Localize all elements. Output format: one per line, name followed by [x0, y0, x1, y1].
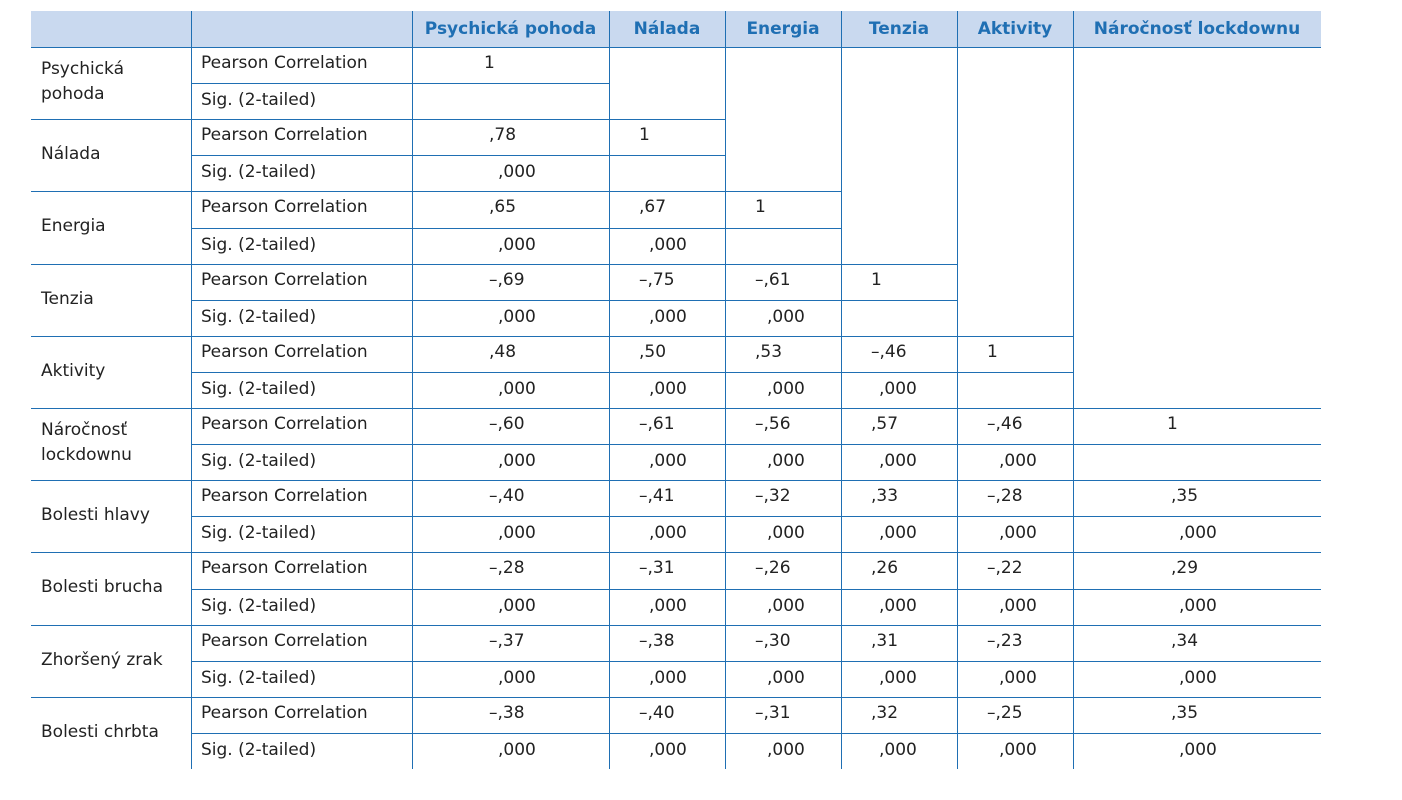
stat-label: Pearson Correlation — [201, 414, 368, 434]
cell-value: 1 — [484, 53, 495, 73]
row-label: Zhoršený zrak — [41, 649, 163, 670]
stat-label: Pearson Correlation — [201, 558, 368, 579]
rule — [191, 83, 609, 84]
cell-value: ,000 — [1179, 595, 1217, 616]
column-header: Nálada — [633, 19, 701, 39]
stat-label: Sig. (2-tailed) — [201, 306, 317, 327]
stat-label: Sig. (2-tailed) — [201, 595, 317, 616]
cell-value: ,000 — [879, 523, 917, 544]
row-label: Tenzia — [41, 288, 94, 309]
cell-value: –,40 — [489, 486, 525, 507]
cell-value: ,000 — [879, 378, 917, 399]
row-label: Aktivity — [41, 360, 106, 381]
row-label: Energia — [41, 216, 106, 237]
cell-value: ,000 — [999, 595, 1037, 616]
cell-value: –,60 — [489, 414, 525, 434]
rule — [31, 119, 725, 120]
rule — [609, 11, 610, 769]
rule — [191, 228, 841, 229]
rule — [412, 11, 413, 769]
stat-label: Sig. (2-tailed) — [201, 162, 317, 183]
cell-value: –,31 — [639, 558, 675, 579]
cell-value: ,000 — [999, 451, 1037, 472]
cell-value: ,000 — [498, 739, 536, 760]
cell-value: ,000 — [767, 595, 805, 616]
cell-value: ,32 — [871, 702, 899, 723]
stat-label: Pearson Correlation — [201, 53, 368, 73]
stat-label: Sig. (2-tailed) — [201, 523, 317, 544]
cell-value: –,30 — [755, 630, 791, 651]
rule — [1073, 11, 1074, 769]
cell-value: ,000 — [767, 378, 805, 399]
cell-value: 1 — [755, 197, 766, 218]
stat-label: Pearson Correlation — [201, 197, 368, 218]
rule — [191, 516, 1321, 517]
cell-value: ,000 — [498, 162, 536, 183]
cell-value: 1 — [1167, 414, 1178, 434]
cell-value: ,34 — [1171, 630, 1199, 651]
cell-value: ,57 — [871, 414, 899, 434]
cell-value: –,37 — [489, 630, 525, 651]
cell-value: ,000 — [498, 234, 536, 255]
rule — [31, 264, 957, 265]
stat-label: Pearson Correlation — [201, 269, 368, 290]
stat-label: Sig. (2-tailed) — [201, 739, 317, 760]
cell-value: –,38 — [489, 702, 525, 723]
rule — [31, 552, 1321, 553]
stat-label: Sig. (2-tailed) — [201, 234, 317, 255]
cell-value: ,000 — [498, 306, 536, 327]
cell-value: –,41 — [639, 486, 675, 507]
cell-value: 1 — [639, 125, 650, 146]
cell-value: –,25 — [987, 702, 1023, 723]
cell-value: ,31 — [871, 630, 899, 651]
cell-value: ,67 — [639, 197, 667, 218]
rule — [191, 444, 1321, 445]
cell-value: –,61 — [755, 269, 791, 290]
cell-value: –,28 — [489, 558, 525, 579]
rule — [31, 625, 1321, 626]
rule — [191, 11, 192, 769]
rule — [191, 155, 725, 156]
row-label: Nálada — [41, 144, 101, 165]
rule — [191, 372, 1073, 373]
row-label: Psychická pohoda — [41, 59, 125, 104]
cell-value: 1 — [987, 341, 998, 362]
cell-value: 1 — [871, 269, 882, 290]
cell-value: –,28 — [987, 486, 1023, 507]
cell-value: ,000 — [999, 739, 1037, 760]
cell-value: ,000 — [999, 667, 1037, 688]
stat-label: Pearson Correlation — [201, 125, 368, 146]
cell-value: ,000 — [999, 523, 1037, 544]
cell-value: ,78 — [489, 125, 517, 146]
cell-value: ,000 — [1179, 523, 1217, 544]
rule — [191, 589, 1321, 590]
cell-value: ,65 — [489, 197, 517, 218]
cell-value: ,000 — [498, 523, 536, 544]
cell-value: ,000 — [767, 739, 805, 760]
column-header: Energia — [746, 19, 820, 39]
cell-value: ,000 — [649, 739, 687, 760]
cell-value: ,000 — [498, 451, 536, 472]
cell-value: ,000 — [649, 306, 687, 327]
rule — [31, 191, 841, 192]
cell-value: ,000 — [649, 234, 687, 255]
cell-value: ,000 — [1179, 739, 1217, 760]
cell-value: –,26 — [755, 558, 791, 579]
stat-label: Sig. (2-tailed) — [201, 90, 317, 111]
cell-value: ,000 — [879, 739, 917, 760]
cell-value: –,69 — [489, 269, 525, 290]
stat-label: Pearson Correlation — [201, 486, 368, 507]
cell-value: ,000 — [767, 451, 805, 472]
column-header: Tenzia — [868, 19, 930, 39]
stat-label: Pearson Correlation — [201, 630, 368, 651]
rule — [191, 661, 1321, 662]
cell-value: –,40 — [639, 702, 675, 723]
cell-value: ,000 — [649, 595, 687, 616]
cell-value: ,48 — [489, 341, 517, 362]
cell-value: –,75 — [639, 269, 675, 290]
rule — [31, 408, 1321, 409]
row-label: Náročnosť lockdownu — [41, 420, 132, 465]
cell-value: ,000 — [879, 667, 917, 688]
cell-value: ,35 — [1171, 486, 1199, 507]
cell-value: –,61 — [639, 414, 675, 434]
cell-value: ,000 — [649, 667, 687, 688]
rule — [31, 697, 1321, 698]
cell-value: ,000 — [879, 451, 917, 472]
rule — [957, 11, 958, 769]
cell-value: ,000 — [879, 595, 917, 616]
cell-value: ,000 — [498, 595, 536, 616]
cell-value: ,000 — [649, 451, 687, 472]
row-label: Bolesti chrbta — [41, 721, 159, 742]
column-header: Aktivity — [977, 19, 1053, 39]
cell-value: ,000 — [767, 667, 805, 688]
row-label: Bolesti hlavy — [41, 505, 150, 526]
cell-value: ,53 — [755, 341, 783, 362]
cell-value: ,000 — [498, 378, 536, 399]
cell-value: ,000 — [649, 378, 687, 399]
stat-label: Sig. (2-tailed) — [201, 667, 317, 688]
cell-value: –,22 — [987, 558, 1023, 579]
stat-label: Pearson Correlation — [201, 702, 368, 723]
cell-value: ,26 — [871, 558, 899, 579]
cell-value: ,000 — [498, 667, 536, 688]
cell-value: –,38 — [639, 630, 675, 651]
rule — [31, 480, 1321, 481]
correlation-table — [31, 11, 1321, 769]
cell-value: ,000 — [1179, 667, 1217, 688]
rule — [31, 47, 1321, 48]
stat-label: Sig. (2-tailed) — [201, 378, 317, 399]
rule — [191, 733, 1321, 734]
cell-value: ,000 — [767, 306, 805, 327]
column-header: Psychická pohoda — [424, 19, 597, 39]
cell-value: ,35 — [1171, 702, 1199, 723]
rule — [725, 11, 726, 769]
stat-label: Pearson Correlation — [201, 341, 368, 362]
rule — [841, 11, 842, 769]
cell-value: –,46 — [871, 341, 907, 362]
rule — [31, 336, 1073, 337]
cell-value: ,50 — [639, 341, 667, 362]
cell-value: ,000 — [767, 523, 805, 544]
row-label: Bolesti brucha — [41, 577, 163, 598]
rule — [191, 300, 957, 301]
cell-value: ,000 — [649, 523, 687, 544]
column-header: Náročnosť lockdownu — [1093, 19, 1301, 39]
cell-value: –,56 — [755, 414, 791, 434]
cell-value: –,46 — [987, 414, 1023, 434]
cell-value: –,23 — [987, 630, 1023, 651]
cell-value: ,29 — [1171, 558, 1199, 579]
cell-value: –,31 — [755, 702, 791, 723]
stat-label: Sig. (2-tailed) — [201, 451, 317, 472]
cell-value: ,33 — [871, 486, 899, 507]
cell-value: –,32 — [755, 486, 791, 507]
